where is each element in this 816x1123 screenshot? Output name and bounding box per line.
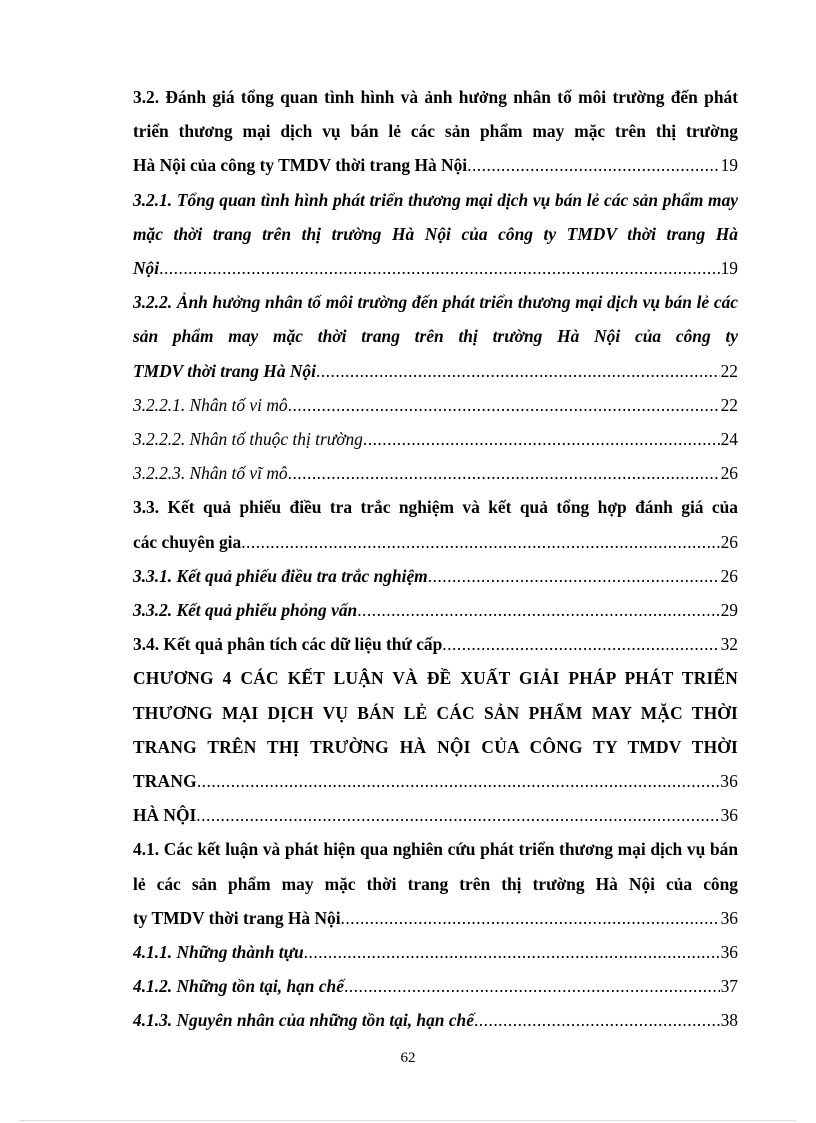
leader-dots [467,148,720,182]
toc-entry-text: 3.2.2. Ảnh hưởng nhân tố môi trường đến phát triển thương mại dịch vụ bán lẻ các sản phẩm may mặc thời trang trên thị trường Hà Nội của công ty [133,292,738,347]
leader-dots [241,525,719,559]
toc-page-number: 24 [720,429,738,450]
leader-dots [344,969,720,1003]
toc-entry-text-end: 4.1.1. Những thành tựu [133,942,304,963]
toc-entry-text-end: 3.3.1. Kết quả phiếu điều tra trắc nghiệm [133,565,428,586]
leader-dots [341,901,720,935]
toc-entry-3-2-2-1[interactable] [133,388,738,422]
toc-page-number: 22 [720,394,738,415]
toc-entry-text-end: Hà Nội của công ty TMDV thời trang Hà Nội [133,155,468,176]
toc-entry-text: CHƯƠNG 4 CÁC KẾT LUẬN VÀ ĐỀ XUẤT GIẢI PHÁP PHÁT TRIỂN THƯƠNG MẠI DỊCH VỤ BÁN LẺ CÁC SẢN PHẨM MAY MẶC THỜI TRANG TRÊN THỊ TRƯỜNG HÀ NỘI CỦA CÔNG TY TMDV THỜI [133,668,738,757]
toc-entry-ha-noi[interactable] [133,798,738,832]
toc-entry-text-end: Nội [133,258,160,279]
toc-page-number: 36 [720,907,738,928]
leader-dots [428,559,720,593]
page-number: 62 [400,1050,416,1066]
leader-dots [288,456,720,490]
toc-entry-text-end: 3.2.2.3. Nhân tố vĩ mô [133,463,288,484]
toc-page-number: 36 [720,805,738,826]
toc-entry-3-2[interactable] [133,80,738,183]
toc-entry-text: 3.2. Đánh giá tổng quan tình hình và ảnh hưởng nhân tố môi trường đến phát triển thương mại dịch vụ bán lẻ các sản phẩm may mặc trên thị trường [133,87,738,142]
leader-dots [197,764,719,798]
toc-entry-chapter-4[interactable] [133,661,738,798]
toc-page-number: 32 [720,634,738,655]
toc-page-number: 19 [720,155,738,176]
toc-entry-4-1[interactable] [133,832,738,935]
toc-entry-text-end: HÀ NỘI [133,805,197,826]
leader-dots [363,422,720,456]
toc-entry-text: 3.3. Kết quả phiếu điều tra trắc nghiệm và kết quả tổng hợp đánh giá của [133,497,738,518]
table-of-contents [133,80,738,1038]
leader-dots [316,354,720,388]
leader-dots [474,1003,720,1037]
leader-dots [304,935,720,969]
toc-entry-text-end: 3.2.2.2. Nhân tố thuộc thị trường [133,429,363,450]
toc-entry-3-3[interactable] [133,490,738,558]
toc-page-number: 36 [720,771,738,792]
toc-entry-text-end: các chuyên gia [133,531,242,552]
toc-entry-3-4[interactable] [133,627,738,661]
toc-entry-text: 3.2.1. Tổng quan tình hình phát triển thương mại dịch vụ bán lẻ các sản phẩm may mặc thời trang trên thị trường Hà Nội của công ty TMDV thời trang Hà [133,189,738,244]
toc-entry-3-2-2-2[interactable] [133,422,738,456]
toc-entry-text-end: TMDV thời trang Hà Nội [133,360,316,381]
leader-dots [159,251,720,285]
toc-page-number: 26 [720,463,738,484]
toc-entry-text: 4.1. Các kết luận và phát hiện qua nghiên cứu phát triển thương mại dịch vụ bán lẻ các sản phẩm may mặc thời trang trên thị trường Hà Nội của công [133,839,738,894]
toc-entry-3-2-2[interactable] [133,285,738,388]
toc-entry-4-1-3[interactable] [133,1003,738,1037]
toc-entry-3-3-2[interactable] [133,593,738,627]
toc-page-number: 26 [720,565,738,586]
leader-dots [442,627,719,661]
toc-entry-text-end: 3.2.2.1. Nhân tố vi mô [133,394,288,415]
toc-entry-text-end: 3.3.2. Kết quả phiếu phỏng vấn [133,600,358,621]
leader-dots [196,798,719,832]
leader-dots [288,388,720,422]
toc-entry-text-end: 3.4. Kết quả phân tích các dữ liệu thứ cấp [133,634,443,655]
toc-page-number: 26 [720,531,738,552]
page-boundary [20,1120,796,1121]
toc-page-number: 19 [720,258,738,279]
toc-page-number: 22 [720,360,738,381]
toc-entry-3-2-1[interactable] [133,183,738,286]
toc-entry-4-1-2[interactable] [133,969,738,1003]
toc-page-number: 37 [720,976,738,997]
toc-entry-text-end: 4.1.3. Nguyên nhân của những tồn tại, hạn chế [133,1010,474,1031]
toc-entry-text-end: ty TMDV thời trang Hà Nội [133,907,341,928]
toc-page-number: 36 [720,942,738,963]
toc-entry-3-2-2-3[interactable] [133,456,738,490]
toc-page-number: 29 [720,600,738,621]
leader-dots [357,593,719,627]
toc-page-number: 38 [720,1010,738,1031]
toc-entry-text-end: 4.1.2. Những tồn tại, hạn chế [133,976,344,997]
toc-entry-4-1-1[interactable] [133,935,738,969]
toc-entry-3-3-1[interactable] [133,559,738,593]
toc-entry-text-end: TRANG [133,771,197,792]
